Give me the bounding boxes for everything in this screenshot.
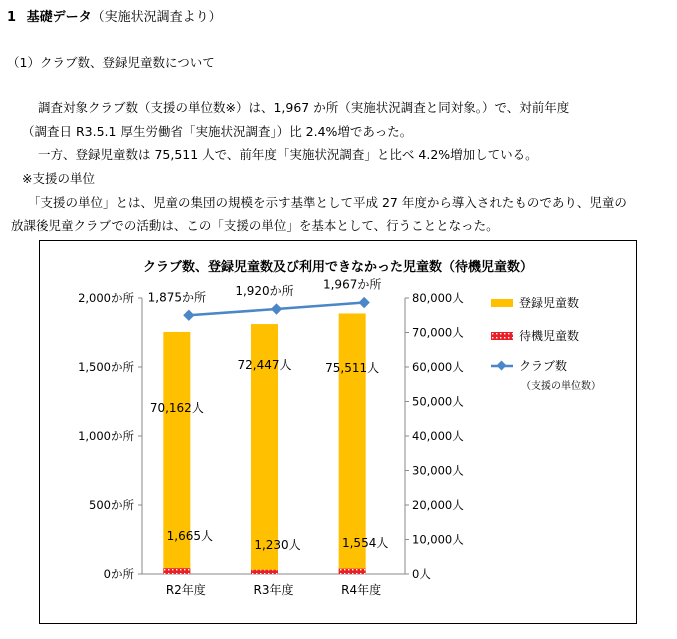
right-tick-label: 70,000人 <box>412 325 464 340</box>
point-club-count <box>271 303 282 314</box>
section-number: 1 <box>7 10 17 25</box>
right-tick-label: 10,000人 <box>412 532 464 547</box>
bar-waiting <box>339 569 366 574</box>
category-label: R4年度 <box>341 583 382 597</box>
bar-waiting <box>163 568 190 574</box>
chart-frame <box>39 240 637 624</box>
paragraph-1-line-2: （調査日 R3.5.1 厚生労働省「実施状況調査」）比 2.4%増であった。 <box>22 124 413 139</box>
right-tick-label: 0人 <box>412 567 431 581</box>
category-label: R3年度 <box>253 583 294 597</box>
point-club-count <box>183 310 194 321</box>
note-line-2: 放課後児童クラブでの活動は、この「支援の単位」を基本として、行うこととなった。 <box>11 218 499 233</box>
left-tick-label: 500か所 <box>89 498 134 512</box>
legend-label-club: クラブ数 <box>519 359 568 373</box>
note-heading: ※支援の単位 <box>22 171 95 186</box>
left-tick-label: 0か所 <box>103 567 134 581</box>
legend-swatch-registered <box>491 299 513 307</box>
legend-club-note: （支援の単位数） <box>521 381 601 392</box>
section-title: 基礎データ <box>26 10 92 25</box>
point-club-count <box>359 297 370 308</box>
label-club-count: 1,920か所 <box>235 284 294 299</box>
combo-chart <box>40 241 636 623</box>
label-registered: 75,511人 <box>325 361 380 375</box>
paragraph-2: 一方、登録児童数は 75,511 人で、前年度「実施状況調査」と比べ 4.2%増加している。 <box>38 147 538 162</box>
label-club-count: 1,967か所 <box>322 277 382 292</box>
legend-swatch-club-marker <box>497 361 507 371</box>
label-waiting: 1,230人 <box>254 538 301 552</box>
right-tick-label: 50,000人 <box>412 394 464 409</box>
left-tick-label: 2,000か所 <box>78 291 134 305</box>
right-tick-label: 40,000人 <box>412 429 464 443</box>
label-registered: 72,447人 <box>237 358 292 372</box>
paragraph-1-line-1: 調査対象クラブ数（支援の単位数※）は、1,967 か所（実施状況調査と同対象。）で、対前年度 <box>38 100 570 115</box>
category-label: R2年度 <box>165 583 206 597</box>
right-tick-label: 80,000人 <box>412 291 464 305</box>
right-tick-label: 20,000人 <box>412 498 464 512</box>
label-registered: 70,162人 <box>149 401 204 415</box>
label-waiting: 1,665人 <box>166 529 214 543</box>
subsection-title: （1）クラブ数、登録児童数について <box>7 55 215 70</box>
section-note: （実施状況調査より） <box>91 10 222 25</box>
label-club-count: 1,875か所 <box>147 290 207 305</box>
right-tick-label: 60,000人 <box>412 360 464 374</box>
legend-swatch-waiting <box>491 332 513 340</box>
note-line-1: 「支援の単位」とは、児童の集団の規模を示す基準として平成 27 年度から導入されたものであり、児童の <box>28 195 627 210</box>
bar-waiting <box>251 570 278 574</box>
legend-label-waiting: 待機児童数 <box>519 329 580 343</box>
chart-title: クラブ数、登録児童数及び利用できなかった児童数（待機児童数） <box>142 260 534 275</box>
section-heading <box>7 9 222 27</box>
label-waiting: 1,554人 <box>341 536 389 550</box>
legend-label-registered: 登録児童数 <box>519 296 580 310</box>
right-tick-label: 30,000人 <box>412 463 464 478</box>
left-tick-label: 1,500か所 <box>78 360 134 374</box>
left-tick-label: 1,000か所 <box>78 429 134 443</box>
bar-registered <box>339 313 366 574</box>
